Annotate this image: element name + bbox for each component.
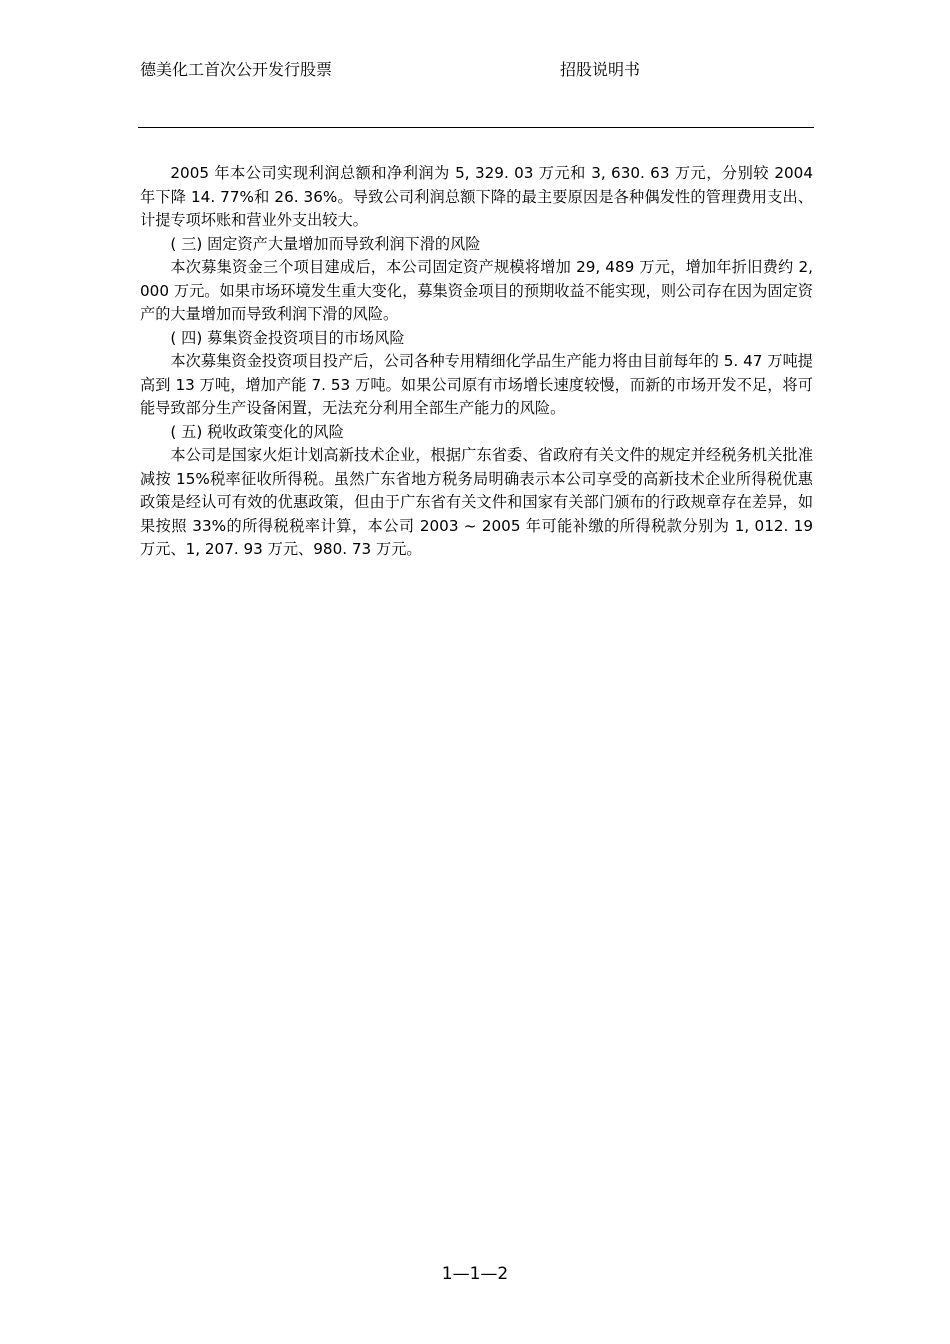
section-heading-5: ( 五) 税收政策变化的风险 (170, 422, 344, 441)
section-heading-3: ( 三) 固定资产大量增加而导致利润下滑的风险 (170, 234, 481, 253)
paragraph-tax-policy-risk: 本公司是国家火炬计划高新技术企业，根据广东省委、省政府有关文件的规定并经税务机关批准减按 15%税率征收所得税。虽然广东省地方税务局明确表示本公司享受的高新技术企业所得税优惠政策是经认可有效的优惠政策，但由于广东省有关文件和国家有关部门颁布的行政规章存在差异，如果按照 33%的所得税税率计算，本公司 2003 ~ 2005 年可能补缴的所得税款分别为 1, 012. 19 万元、1, 207. 93 万元、980. 73 万元。 (140, 446, 813, 558)
header-divider (138, 127, 814, 128)
section-heading-4: ( 四) 募集资金投资项目的市场风险 (170, 328, 405, 347)
paragraph-market-risk: 本次募集资金投资项目投产后，公司各种专用精细化学品生产能力将由目前每年的 5. 47 万吨提高到 13 万吨，增加产能 7. 53 万吨。如果公司原有市场增长速度较慢，而新的市场开发不足，将可能导致部分生产设备闲置，无法充分利用全部生产能力的风险。 (140, 352, 813, 417)
document-title: 德美化工首次公开发行股票 (140, 60, 333, 79)
page-header (140, 58, 813, 88)
paragraph-fixed-assets-risk: 本次募集资金三个项目建成后，本公司固定资产规模将增加 29, 489 万元，增加年折旧费约 2, 000 万元。如果市场环境发生重大变化，募集资金项目的预期收益不能实现，则公司存在因为固定资产的大量增加而导致利润下滑的风险。 (140, 258, 813, 323)
page-number: 1—1—2 (441, 1264, 509, 1284)
document-body (140, 162, 813, 562)
paragraph-profit-decline: 2005 年本公司实现利润总额和净利润为 5, 329. 03 万元和 3, 630. 63 万元，分别较 2004 年下降 14. 77%和 26. 36%。导致公司利润总额下降的最主要原因是各种偶发性的管理费用支出、计提专项坏账和营业外支出较大。 (140, 164, 813, 229)
document-type: 招股说明书 (560, 60, 641, 79)
